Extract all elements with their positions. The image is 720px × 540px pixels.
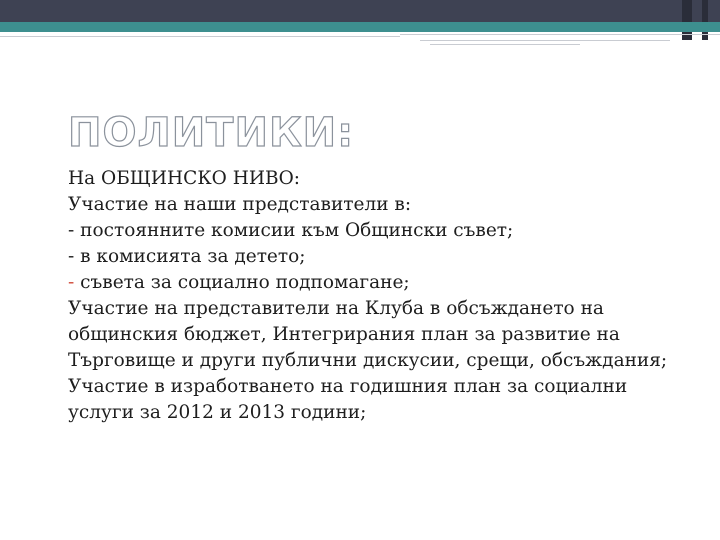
body-line-child: - в комисията за детето; [68, 246, 306, 267]
slide-title: ПОЛИТИКИ: [68, 110, 355, 156]
body-line-commissions: - постоянните комисии към Общински съвет; [68, 220, 514, 241]
body-line-level: На ОБЩИНСКО НИВО: [68, 168, 300, 189]
body-line-intro: Участие на наши представители в: [68, 194, 412, 215]
top-bar [0, 0, 720, 22]
accent-band [0, 22, 720, 32]
decor-stripes [0, 32, 720, 52]
slide-body [68, 166, 668, 426]
body-paragraph-budget: Участие на представители на Клуба в обсъждането на общинския бюджет, Интегрирания план за развитие на Търговище и други публични дискусии, срещи, обсъждания; [68, 298, 668, 371]
body-line-social-text: съвета за социално подпомагане; [74, 272, 410, 293]
body-line-social [68, 270, 668, 296]
accent-dash: - [68, 272, 75, 293]
body-paragraph-plan: Участие в изработването на годишния план за социални услуги за 2012 и 2013 години; [68, 376, 628, 423]
